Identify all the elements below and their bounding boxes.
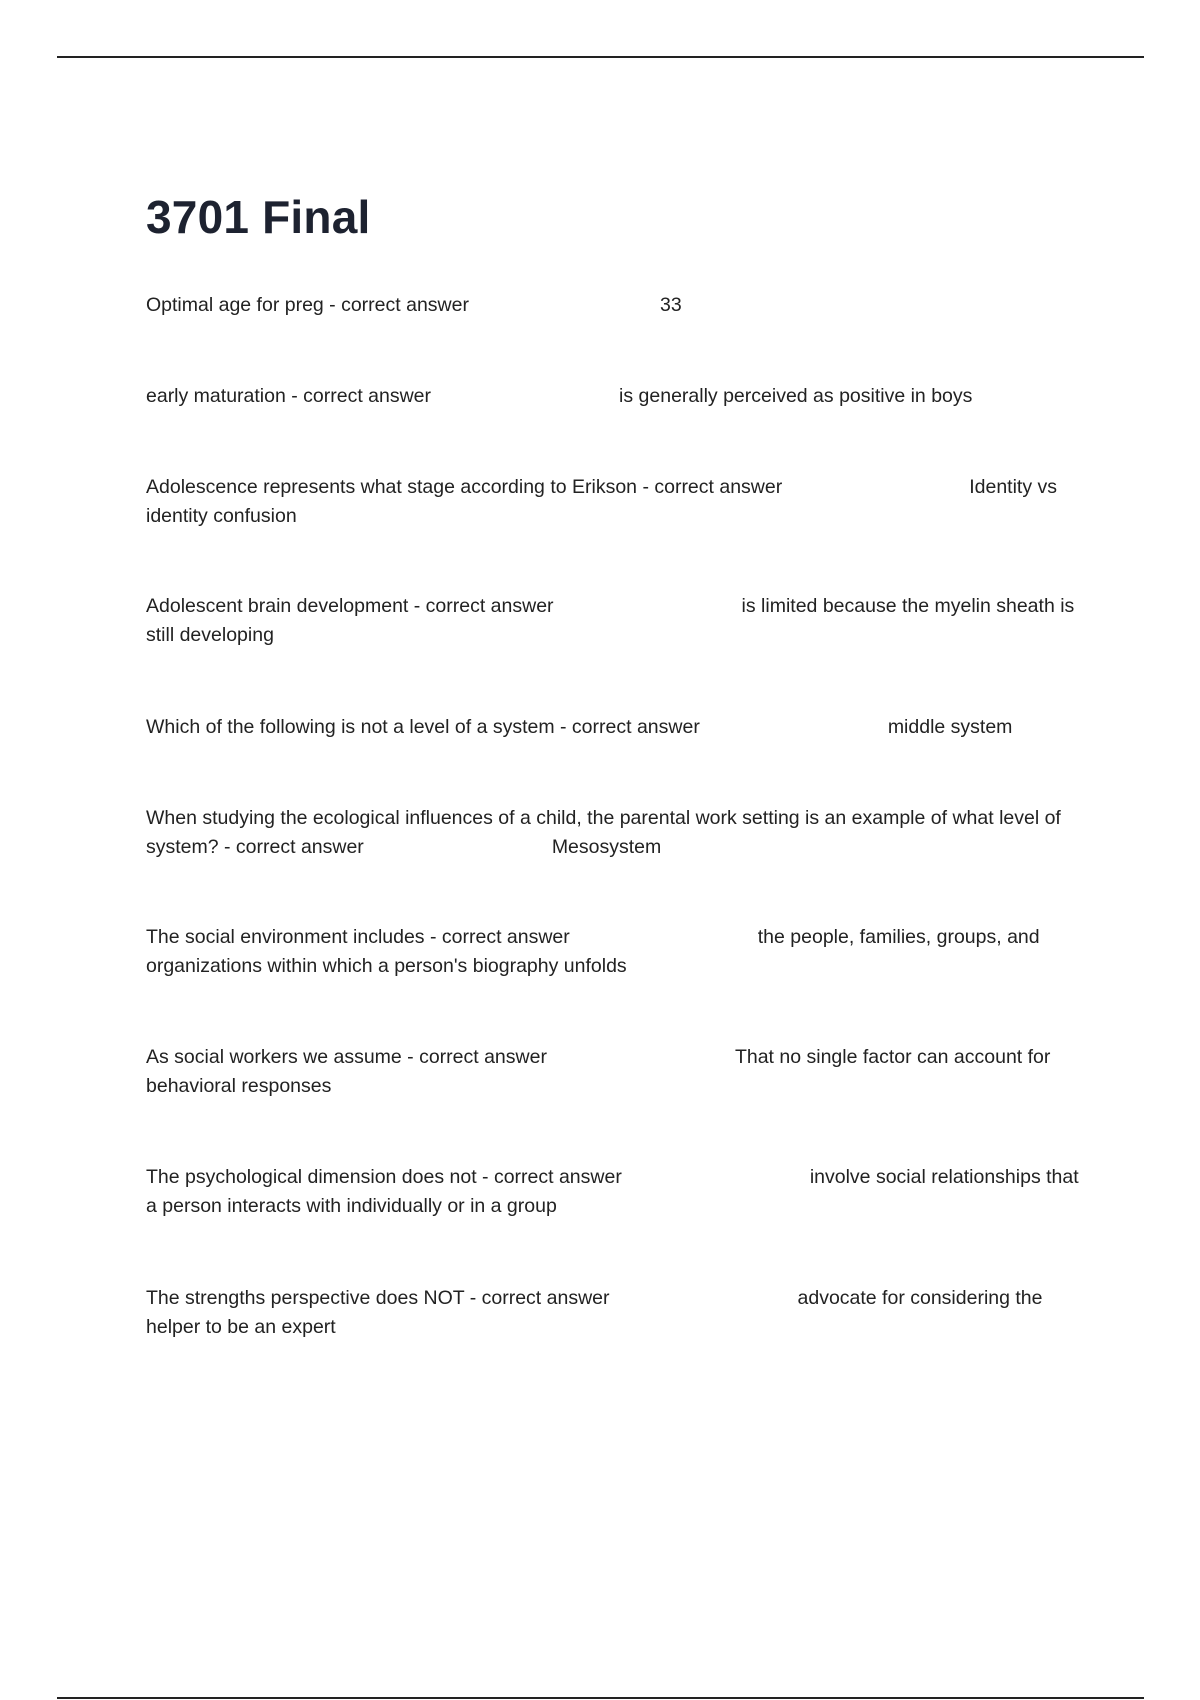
flashcard-question: The strengths perspective does NOT - correct answer <box>146 1287 610 1309</box>
flashcard-answer: the people, families, groups, and organizations within which a person's biography unfolds <box>146 926 1046 977</box>
flashcard-question: Optimal age for preg - correct answer <box>146 294 469 316</box>
flashcard-item <box>146 592 1091 650</box>
flashcard-question: Which of the following is not a level of a system - correct answer <box>146 716 700 738</box>
flashcard-item <box>146 1043 1091 1101</box>
flashcard-answer: is generally perceived as positive in boys <box>619 385 973 407</box>
flashcard-item <box>146 382 1091 411</box>
flashcard-answer: Identity vs identity confusion <box>146 476 1063 527</box>
bottom-divider <box>57 1697 1144 1699</box>
top-divider <box>57 56 1144 58</box>
flashcard-answer: advocate for considering the helper to be an expert <box>146 1287 1048 1338</box>
flashcard-question: early maturation - correct answer <box>146 385 432 407</box>
flashcard-question: Adolescence represents what stage according to Erikson - correct answer <box>146 476 783 498</box>
flashcard-answer: middle system <box>887 716 1013 738</box>
flashcard-item <box>146 713 1091 742</box>
flashcard-item <box>146 804 1091 862</box>
flashcard-question: The psychological dimension does not - correct answer <box>146 1166 622 1188</box>
flashcard-question: The social environment includes - correct answer <box>146 926 570 948</box>
flashcard-answer: involve social relationships that a person interacts with individually or in a group <box>146 1166 1085 1217</box>
flashcard-answer: 33 <box>659 294 682 316</box>
flashcard-item <box>146 1163 1091 1221</box>
page-title: 3701 Final <box>146 191 371 243</box>
flashcard-item <box>146 291 1091 320</box>
flashcard-answer: That no single factor can account for behavioral responses <box>146 1046 1056 1097</box>
flashcard-question: Adolescent brain development - correct answer <box>146 595 554 617</box>
flashcard-item <box>146 1284 1091 1342</box>
flashcard-question: As social workers we assume - correct answer <box>146 1046 547 1068</box>
flashcard-answer: is limited because the myelin sheath is still developing <box>146 595 1080 646</box>
flashcard-answer: Mesosystem <box>551 836 662 858</box>
flashcard-item <box>146 923 1091 981</box>
flashcard-item <box>146 473 1091 531</box>
flashcard-question: When studying the ecological influences of a child, the parental work setting is an example of what level of system? - correct answer <box>146 807 1067 858</box>
